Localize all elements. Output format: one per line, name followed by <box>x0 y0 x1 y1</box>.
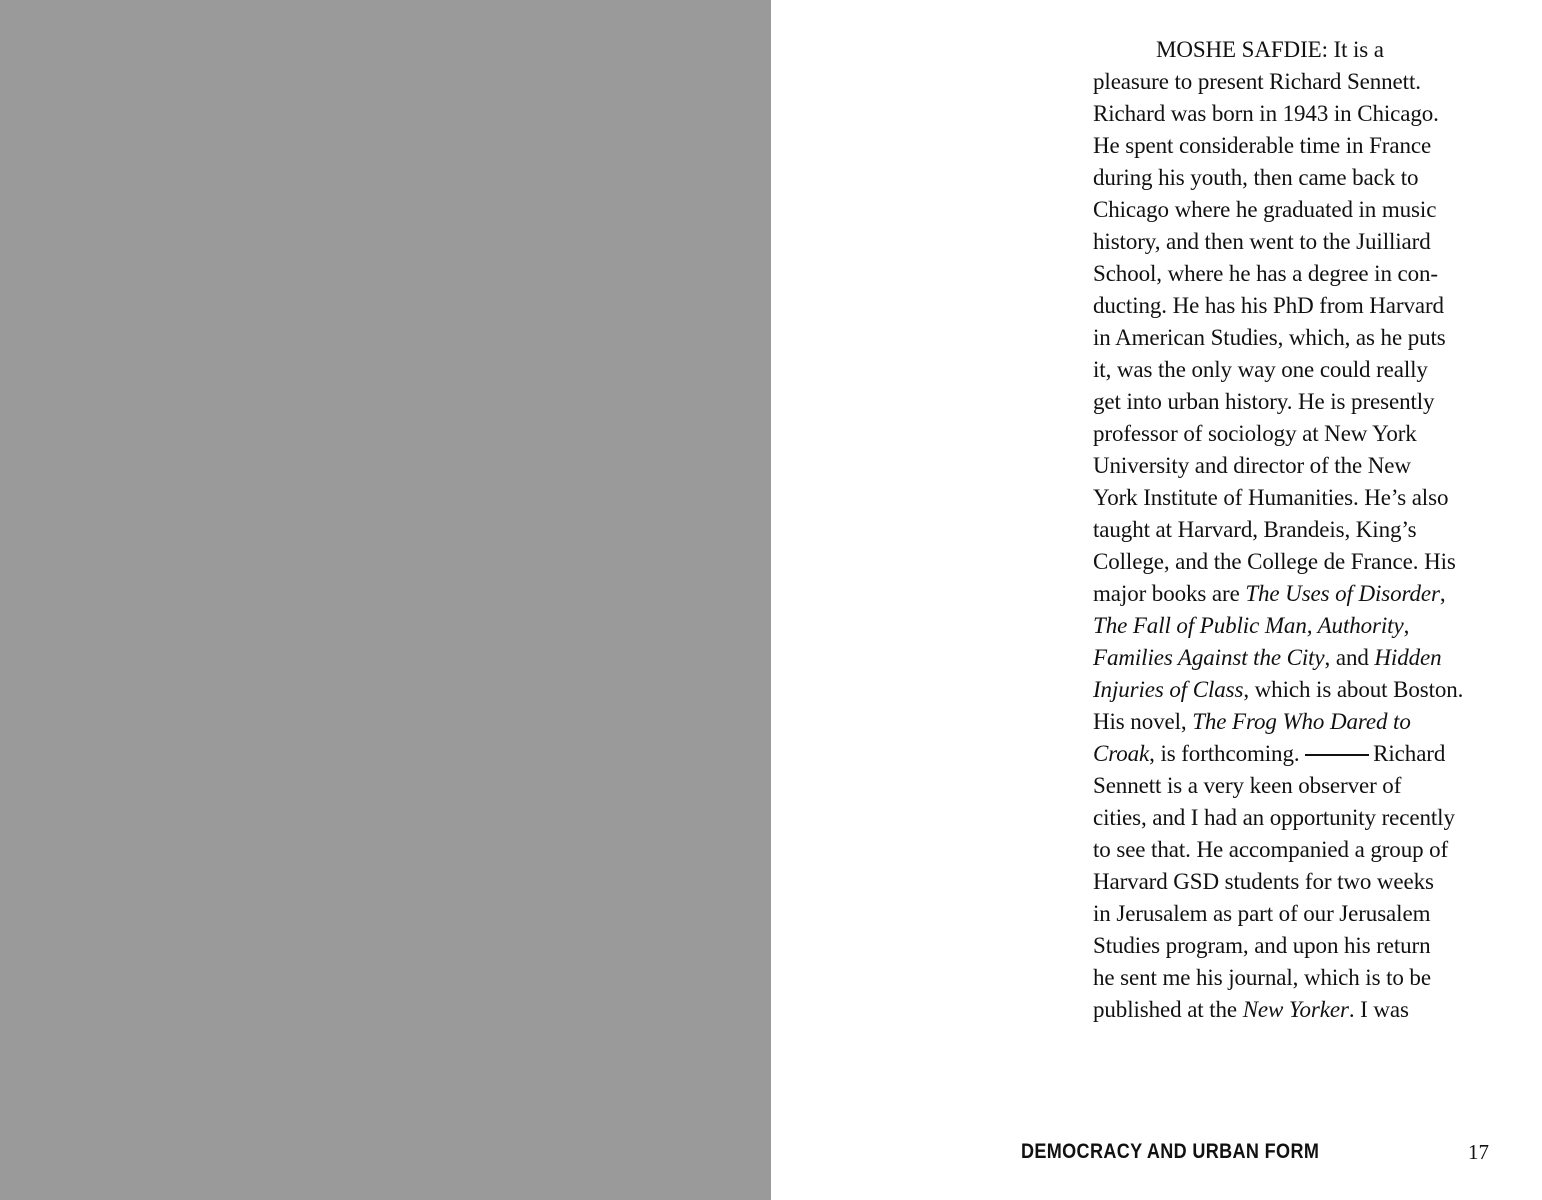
body-text-run: in Jerusalem as part of our Jerusalem <box>1093 901 1431 926</box>
text-line <box>1093 962 1463 994</box>
body-text-run: His novel, <box>1093 709 1193 734</box>
text-line <box>1093 674 1463 706</box>
italic-title-text: The Fall of Public Man, Authority <box>1093 613 1404 638</box>
text-line <box>1093 386 1463 418</box>
text-line <box>1093 834 1463 866</box>
text-line <box>1093 930 1463 962</box>
text-line <box>1093 162 1463 194</box>
text-line <box>1093 802 1463 834</box>
text-line <box>1093 994 1463 1026</box>
text-line <box>1093 546 1463 578</box>
em-rule-divider <box>1305 754 1369 756</box>
body-text-run: Sennett is a very keen observer of <box>1093 773 1402 798</box>
text-line <box>1093 610 1463 642</box>
body-text-run: , <box>1403 613 1410 638</box>
text-line <box>1093 130 1463 162</box>
body-text-run: College, and the College de France. His <box>1093 549 1456 574</box>
body-text-run: he sent me his journal, which is to be <box>1093 965 1431 990</box>
text-line <box>1093 226 1463 258</box>
text-line <box>1093 770 1463 802</box>
italic-title-text: The Frog Who Dared to <box>1192 709 1411 734</box>
text-line <box>1093 354 1463 386</box>
body-text-run: it, was the only way one could really <box>1093 357 1428 382</box>
body-text-run: , is forthcoming. <box>1149 741 1306 766</box>
body-text-run: MOSHE SAFDIE: It is a <box>1156 37 1384 62</box>
text-line <box>1093 66 1463 98</box>
body-text-run: ducting. He has his PhD from Harvard <box>1093 293 1444 318</box>
text-line <box>1093 322 1463 354</box>
text-line <box>1093 738 1463 770</box>
body-text-run: York Institute of Humanities. He’s also <box>1093 485 1449 510</box>
text-line <box>1093 34 1463 66</box>
italic-title-text: Croak <box>1093 741 1150 766</box>
body-text-run: School, where he has a degree in con- <box>1093 261 1438 286</box>
body-text-run: pleasure to present Richard Sennett. <box>1093 69 1421 94</box>
text-line <box>1093 642 1463 674</box>
body-text-run: . I was <box>1348 997 1409 1022</box>
text-line <box>1093 866 1463 898</box>
text-line <box>1093 98 1463 130</box>
body-text-run: to see that. He accompanied a group of <box>1093 837 1449 862</box>
text-line <box>1093 258 1463 290</box>
body-text-run: cities, and I had an opportunity recently <box>1093 805 1455 830</box>
body-text-run: published at the <box>1093 997 1243 1022</box>
body-text-run: , which is about Boston. <box>1243 677 1464 702</box>
body-text-run: , <box>1439 581 1446 606</box>
italic-title-text: New Yorker <box>1242 997 1349 1022</box>
text-line <box>1093 578 1463 610</box>
body-text-run: Richard was born in 1943 in Chicago. <box>1093 101 1439 126</box>
body-text-run: during his youth, then came back to <box>1093 165 1419 190</box>
text-line <box>1093 514 1463 546</box>
body-text-run: major books are <box>1093 581 1246 606</box>
body-text-run: get into urban history. He is presently <box>1093 389 1435 414</box>
text-line <box>1093 706 1463 738</box>
body-text-run: Studies program, and upon his return <box>1093 933 1431 958</box>
text-line <box>1093 482 1463 514</box>
body-text-run: Harvard GSD students for two weeks <box>1093 869 1434 894</box>
text-line <box>1093 898 1463 930</box>
running-title: DEMOCRACY AND URBAN FORM <box>1021 1140 1320 1163</box>
page-number: 17 <box>1468 1140 1489 1164</box>
body-text-run: He spent considerable time in France <box>1093 133 1432 158</box>
text-line <box>1093 290 1463 322</box>
body-text-run: taught at Harvard, Brandeis, King’s <box>1093 517 1417 542</box>
text-line <box>1093 418 1463 450</box>
body-paragraph <box>1093 34 1463 1026</box>
body-text-run: , and <box>1324 645 1375 670</box>
body-text-run: University and director of the New <box>1093 453 1411 478</box>
body-text-run: in American Studies, which, as he puts <box>1093 325 1446 350</box>
italic-title-text: Hidden <box>1374 645 1442 670</box>
text-line <box>1093 450 1463 482</box>
body-text-run: Chicago where he graduated in music <box>1093 197 1437 222</box>
italic-title-text: The Uses of Disorder <box>1245 581 1440 606</box>
italic-title-text: Families Against the City <box>1093 645 1325 670</box>
body-text-run: Richard <box>1373 741 1446 766</box>
text-line <box>1093 194 1463 226</box>
body-text-run: history, and then went to the Juilliard <box>1093 229 1431 254</box>
italic-title-text: Injuries of Class <box>1093 677 1244 702</box>
body-text-run: professor of sociology at New York <box>1093 421 1417 446</box>
